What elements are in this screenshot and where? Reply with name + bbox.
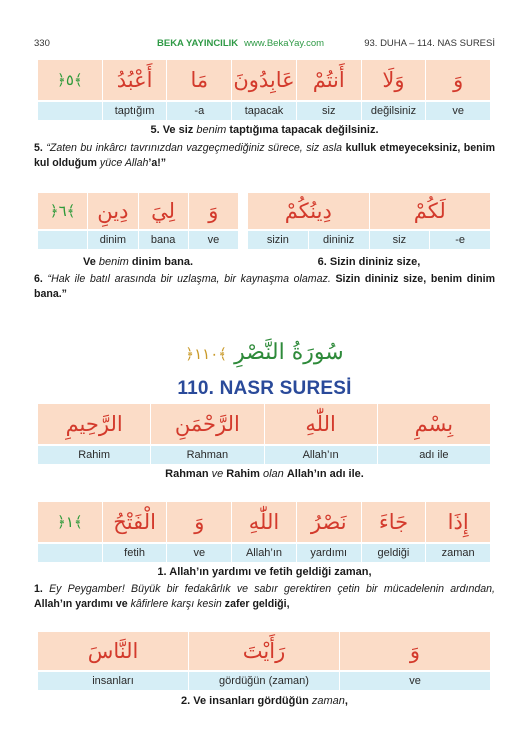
verse-2-table — [38, 632, 490, 690]
arabic-word: جَاءَ — [361, 502, 426, 542]
arabic-word: إِذَا — [425, 502, 490, 542]
verse-6-right-arabic-row — [248, 193, 490, 229]
arabic-word: وَ — [166, 502, 231, 542]
basmala-arabic-row — [38, 404, 490, 444]
turkish-word: ve — [188, 231, 238, 249]
turkish-word: gördüğün (zaman) — [188, 672, 339, 690]
verse-1-arabic-row — [38, 502, 490, 542]
publisher-site: www.BekaYay.com — [244, 38, 325, 49]
page-number: 330 — [34, 38, 50, 49]
turkish-word: zaman — [425, 544, 490, 562]
arabic-word: أَنتُمْ — [296, 60, 361, 100]
turkish-word: siz — [369, 231, 430, 249]
verse-6-caption-right: 6. Sizin dininiz size, — [317, 256, 421, 268]
verse-6-left-arabic-row — [38, 193, 238, 229]
verse-1-caption: 1. Allah’ın yardımı ve fetih geldiği zaman, — [157, 566, 372, 578]
turkish-word: bana — [138, 231, 188, 249]
verse-1-table — [38, 502, 490, 562]
turkish-word: siz — [296, 102, 361, 120]
verse-5-arabic-row — [38, 60, 490, 100]
arabic-word: لَكُمْ — [369, 193, 491, 229]
turkish-word: yardımı — [296, 544, 361, 562]
chapter-range: 93. DUHA – 114. NAS SURESİ — [364, 38, 495, 49]
arabic-word: دِينُكُمْ — [284, 199, 332, 223]
turkish-word: tapacak — [231, 102, 296, 120]
turkish-word: Allah’ın — [264, 446, 377, 464]
basmala-table — [38, 404, 490, 464]
arabic-word: نَصْرُ — [296, 502, 361, 542]
arabic-word: الرَّحْمَنِ — [150, 404, 263, 444]
verse-number-1: ﴾١﴿ — [57, 513, 83, 531]
turkish-word: sizin — [266, 234, 289, 246]
running-header — [34, 38, 495, 52]
verse-5-caption: 5. Ve siz benim taptığıma tapacak değilsiniz. — [150, 124, 379, 136]
sura-arabic-title: سُورَةُ النَّصْرِ ﴾١١٠﴿ — [185, 340, 344, 365]
arabic-word: دِينِ — [87, 193, 137, 229]
arabic-word: وَ — [425, 60, 490, 100]
arabic-word: رَأَيْتَ — [188, 632, 339, 670]
verse-5-commentary: 5. “Zaten bu inkârcı tavrınızdan vazgeçmediğiniz sürece, siz asla kulluk etmeyeceksiniz, benim kul olduğum yüce Allah’a!” — [34, 142, 495, 169]
basmala-caption: Rahman ve Rahim olan Allah’ın adı ile. — [165, 468, 364, 480]
publisher-line — [157, 38, 324, 49]
arabic-word: بِسْمِ — [377, 404, 490, 444]
arabic-word: وَلَا — [361, 60, 426, 100]
sura-title: 110. NASR SURESİ — [177, 378, 352, 399]
turkish-word: dinim — [87, 231, 137, 249]
turkish-word: Rahman — [150, 446, 263, 464]
turkish-word: fetih — [102, 544, 167, 562]
verse-6-right-table — [248, 193, 490, 249]
turkish-word: -e — [429, 231, 490, 249]
arabic-word: لِيَ — [138, 193, 188, 229]
turkish-word: ve — [339, 672, 490, 690]
verse-5-turkish-row — [38, 102, 490, 120]
turkish-word: taptığım — [102, 102, 167, 120]
verse-6-left-table — [38, 193, 238, 249]
turkish-word: dininiz — [308, 231, 369, 249]
arabic-word: الْفَتْحُ — [102, 502, 167, 542]
arabic-word: وَ — [339, 632, 490, 670]
turkish-word: değilsiniz — [361, 102, 426, 120]
turkish-word: geldiği — [361, 544, 426, 562]
verse-5-table — [38, 60, 490, 120]
arabic-word: مَا — [166, 60, 231, 100]
verse-2-turkish-row — [38, 672, 490, 690]
turkish-word: Rahim — [78, 449, 111, 461]
arabic-word: أَعْبُدُ — [102, 60, 167, 100]
turkish-word — [38, 544, 102, 562]
arabic-word: اللّٰهِ — [231, 502, 296, 542]
turkish-word: insanları — [92, 675, 134, 687]
turkish-word — [38, 102, 102, 120]
verse-1-turkish-row — [38, 544, 490, 562]
sura-number-ornament: ﴾١١٠﴿ — [185, 345, 228, 363]
verse-2-caption: 2. Ve insanları gördüğün zaman, — [181, 695, 348, 707]
verse-2-arabic-row — [38, 632, 490, 670]
turkish-word: ve — [166, 544, 231, 562]
arabic-word: وَ — [188, 193, 238, 229]
basmala-turkish-row — [38, 446, 490, 464]
arabic-word: الرَّحِيمِ — [65, 412, 123, 436]
arabic-word: عَابِدُونَ — [231, 60, 296, 100]
verse-number-6: ﴾٦﴿ — [49, 202, 76, 220]
arabic-word: اللّٰهِ — [264, 404, 377, 444]
turkish-word — [38, 231, 87, 249]
verse-6-caption-left: Ve benim dinim bana. — [82, 256, 194, 268]
turkish-word: adı ile — [377, 446, 490, 464]
verse-6-right-turkish-row — [248, 231, 490, 249]
arabic-word: النَّاسَ — [87, 639, 139, 663]
turkish-word: ve — [425, 102, 490, 120]
verse-1-commentary: 1. Ey Peygamber! Büyük bir fedakârlık ve sabır gerektiren çetin bir mücadelenin ardından, Allah’ın yardımı ve kâfirlere karşı kesin zafer geldiği, — [34, 583, 495, 610]
verse-6-commentary: 6. “Hak ile batıl arasında bir uzlaşma, bir kaynaşma olamaz. Sizin dininiz size, benim dinim bana.” — [34, 273, 495, 300]
verse-6-left-turkish-row — [38, 231, 238, 249]
verse-number-5: ﴾٥﴿ — [57, 71, 83, 89]
publisher-name: BEKA YAYINCILIK — [157, 38, 239, 49]
turkish-word: Allah’ın — [231, 544, 296, 562]
turkish-word: -a — [166, 102, 231, 120]
